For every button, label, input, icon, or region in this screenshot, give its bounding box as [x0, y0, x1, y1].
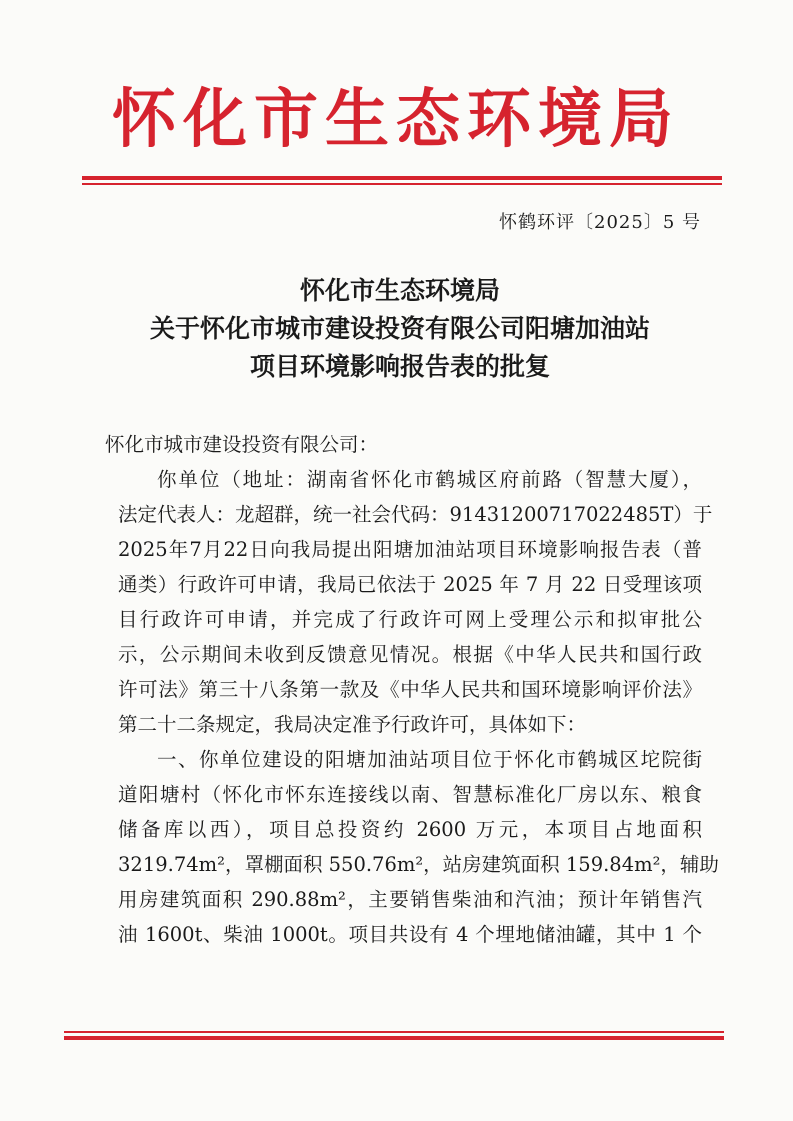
paragraph-line: 2025年7月22日向我局提出阳塘加油站项目环境影响报告表（普: [118, 538, 702, 561]
paragraph-line: 示，公示期间未收到反馈意见情况。根据《中华人民共和国行政: [118, 643, 702, 666]
document-number: 怀鹤环评〔2025〕5 号: [499, 212, 701, 233]
paragraph-line: 3219.74m²，罩棚面积 550.76m²，站房建筑面积 159.84m²，辅助: [118, 853, 719, 876]
salutation: 怀化市城市建设投资有限公司：: [105, 433, 379, 456]
paragraph-line: 道阳塘村（怀化市怀东连接线以南、智慧标准化厂房以东、粮食: [118, 783, 702, 806]
title-line-3: 项目环境影响报告表的批复: [249, 352, 550, 381]
paragraph-2: [118, 742, 719, 952]
red-footer-rule-thick: [64, 1036, 724, 1040]
red-header-rule-thin: [82, 183, 722, 185]
title-line-2: 关于怀化市城市建设投资有限公司阳塘加油站: [149, 314, 650, 343]
paragraph-line: 一、你单位建设的阳塘加油站项目位于怀化市鹤城区坨院街: [157, 748, 702, 771]
paragraph-line: 第二十二条规定，我局决定准予行政许可，具体如下：: [118, 713, 587, 736]
document-body: [105, 427, 719, 952]
paragraph-line: 通类）行政许可申请，我局已依法于 2025 年 7 月 22 日受理该项: [118, 573, 702, 596]
document-title: [70, 272, 730, 386]
paragraph-line: 你单位（地址：湖南省怀化市鹤城区府前路（智慧大厦），: [157, 468, 702, 491]
paragraph-line: 目行政许可申请，并完成了行政许可网上受理公示和拟审批公: [118, 608, 702, 631]
agency-masthead: 怀化市生态环境局: [112, 82, 680, 157]
red-footer-rule-thin: [64, 1031, 724, 1033]
paragraph-line: 油 1600t、柴油 1000t。项目共设有 4 个埋地储油罐，其中 1 个: [118, 923, 702, 946]
paragraph-line: 储备库以西），项目总投资约 2600 万元，本项目占地面积: [118, 818, 702, 841]
paragraph-line: 用房建筑面积 290.88m²，主要销售柴油和汽油；预计年销售汽: [118, 888, 702, 911]
paragraph-line: 法定代表人：龙超群，统一社会代码：91431200717022485T）于: [118, 503, 713, 526]
paragraph-1: [118, 462, 713, 742]
red-header-rule-thick: [82, 176, 722, 180]
paragraph-line: 许可法》第三十八条第一款及《中华人民共和国环境影响评价法》: [118, 678, 702, 701]
title-line-1: 怀化市生态环境局: [299, 276, 500, 305]
